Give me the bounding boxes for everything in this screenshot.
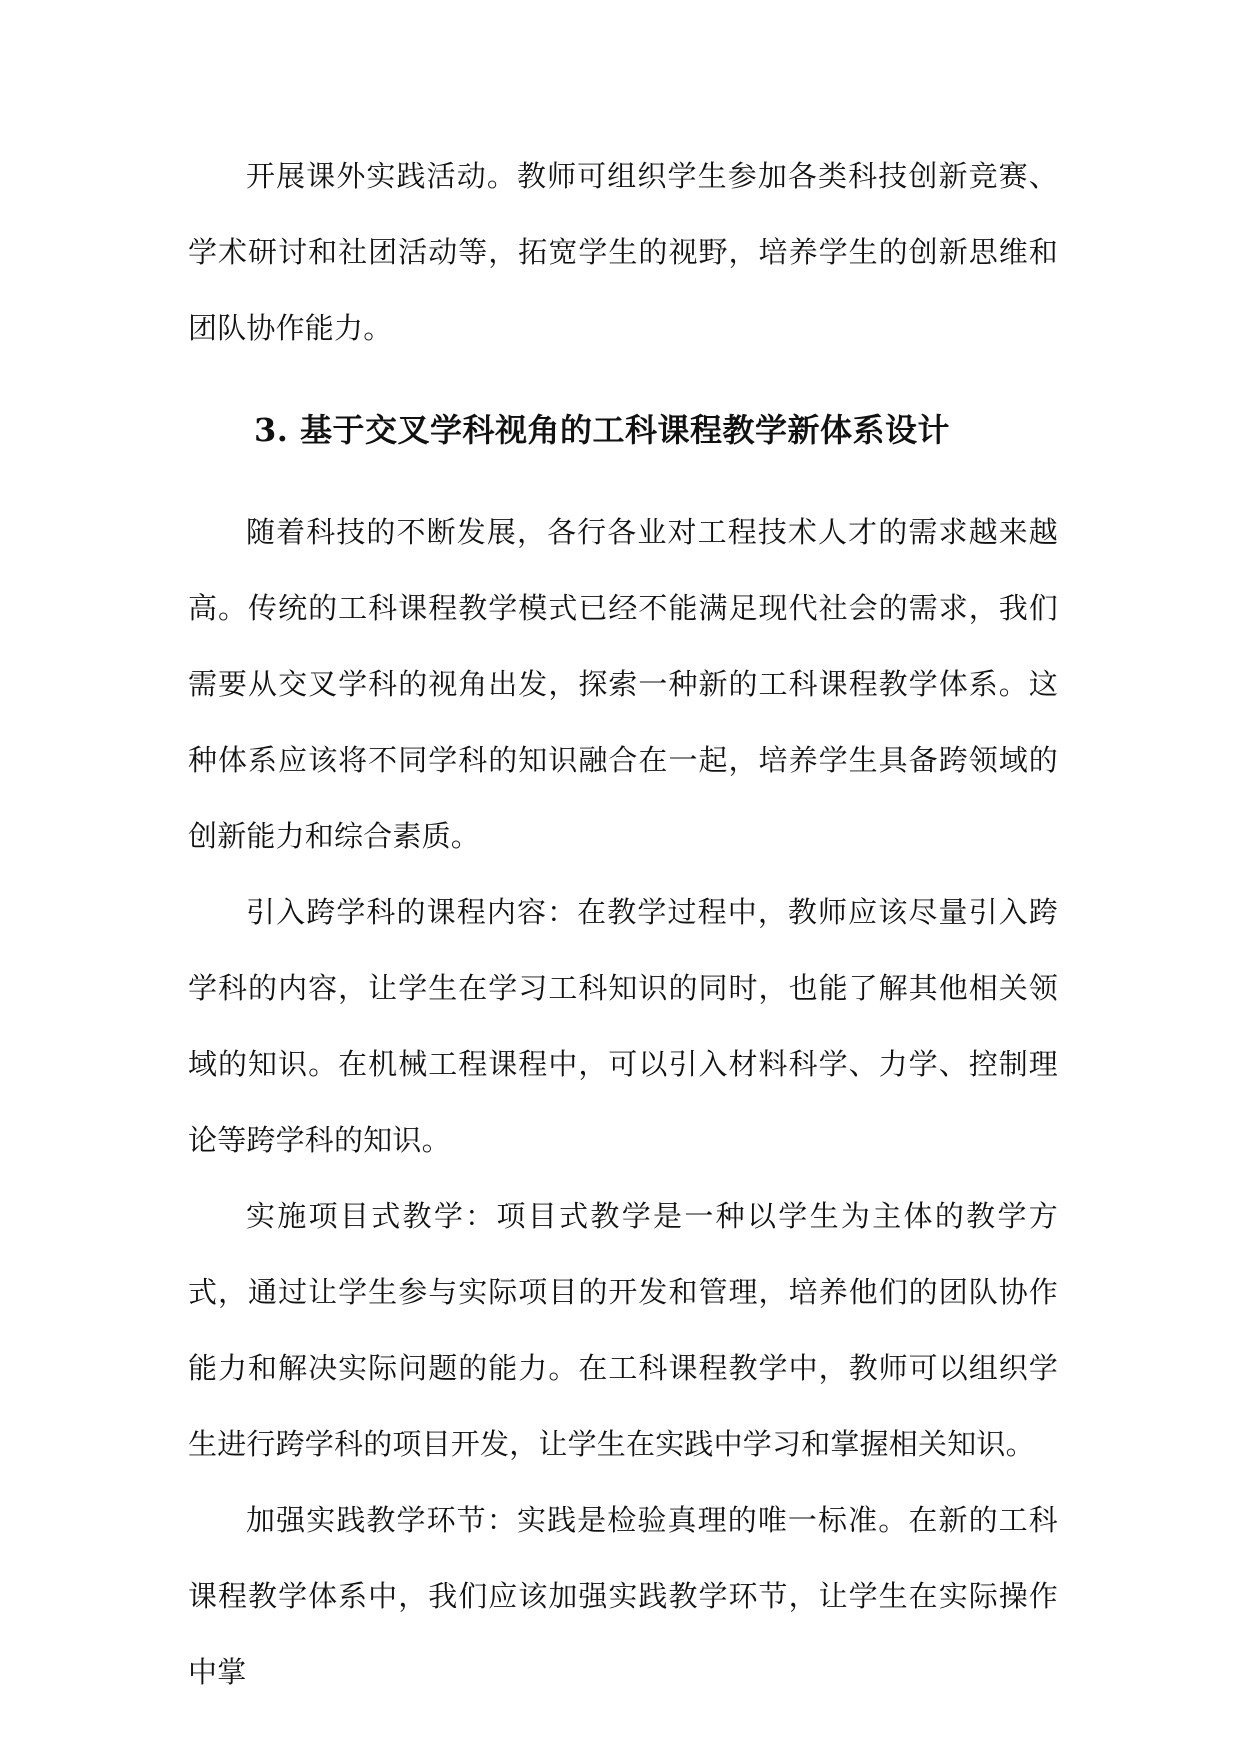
paragraph-intro-new-system: 随着科技的不断发展，各行各业对工程技术人才的需求越来越高。传统的工科课程教学模式已经不能满足现代社会的需求，我们需要从交叉学科的视角出发，探索一种新的工科课程教学体系。这种体系应该将不同学科的知识融合在一起，培养学生具备跨领域的创新能力和综合素质。 xyxy=(188,515,1058,853)
paragraph-extracurricular-practice: 开展课外实践活动。教师可组织学生参加各类科技创新竞赛、学术研讨和社团活动等，拓宽学生的视野，培养学生的创新思维和团队协作能力。 xyxy=(188,159,1058,345)
paragraph-project-based-teaching: 实施项目式教学：项目式教学是一种以学生为主体的教学方式，通过让学生参与实际项目的开发和管理，培养他们的团队协作能力和解决实际问题的能力。在工科课程教学中，教师可以组织学生进行跨学科的项目开发，让学生在实践中学习和掌握相关知识。 xyxy=(188,1199,1058,1461)
document-body xyxy=(188,138,1058,1710)
paragraph-interdisciplinary-content: 引入跨学科的课程内容：在教学过程中，教师应该尽量引入跨学科的内容，让学生在学习工科知识的同时，也能了解其他相关领域的知识。在机械工程课程中，可以引入材料科学、力学、控制理论等跨学科的知识。 xyxy=(188,895,1058,1157)
section-heading: 3. 基于交叉学科视角的工科课程教学新体系设计 xyxy=(254,411,951,449)
paragraph-practice-teaching: 加强实践教学环节：实践是检验真理的唯一标准。在新的工科课程教学体系中，我们应该加强实践教学环节，让学生在实际操作中掌 xyxy=(188,1503,1058,1689)
